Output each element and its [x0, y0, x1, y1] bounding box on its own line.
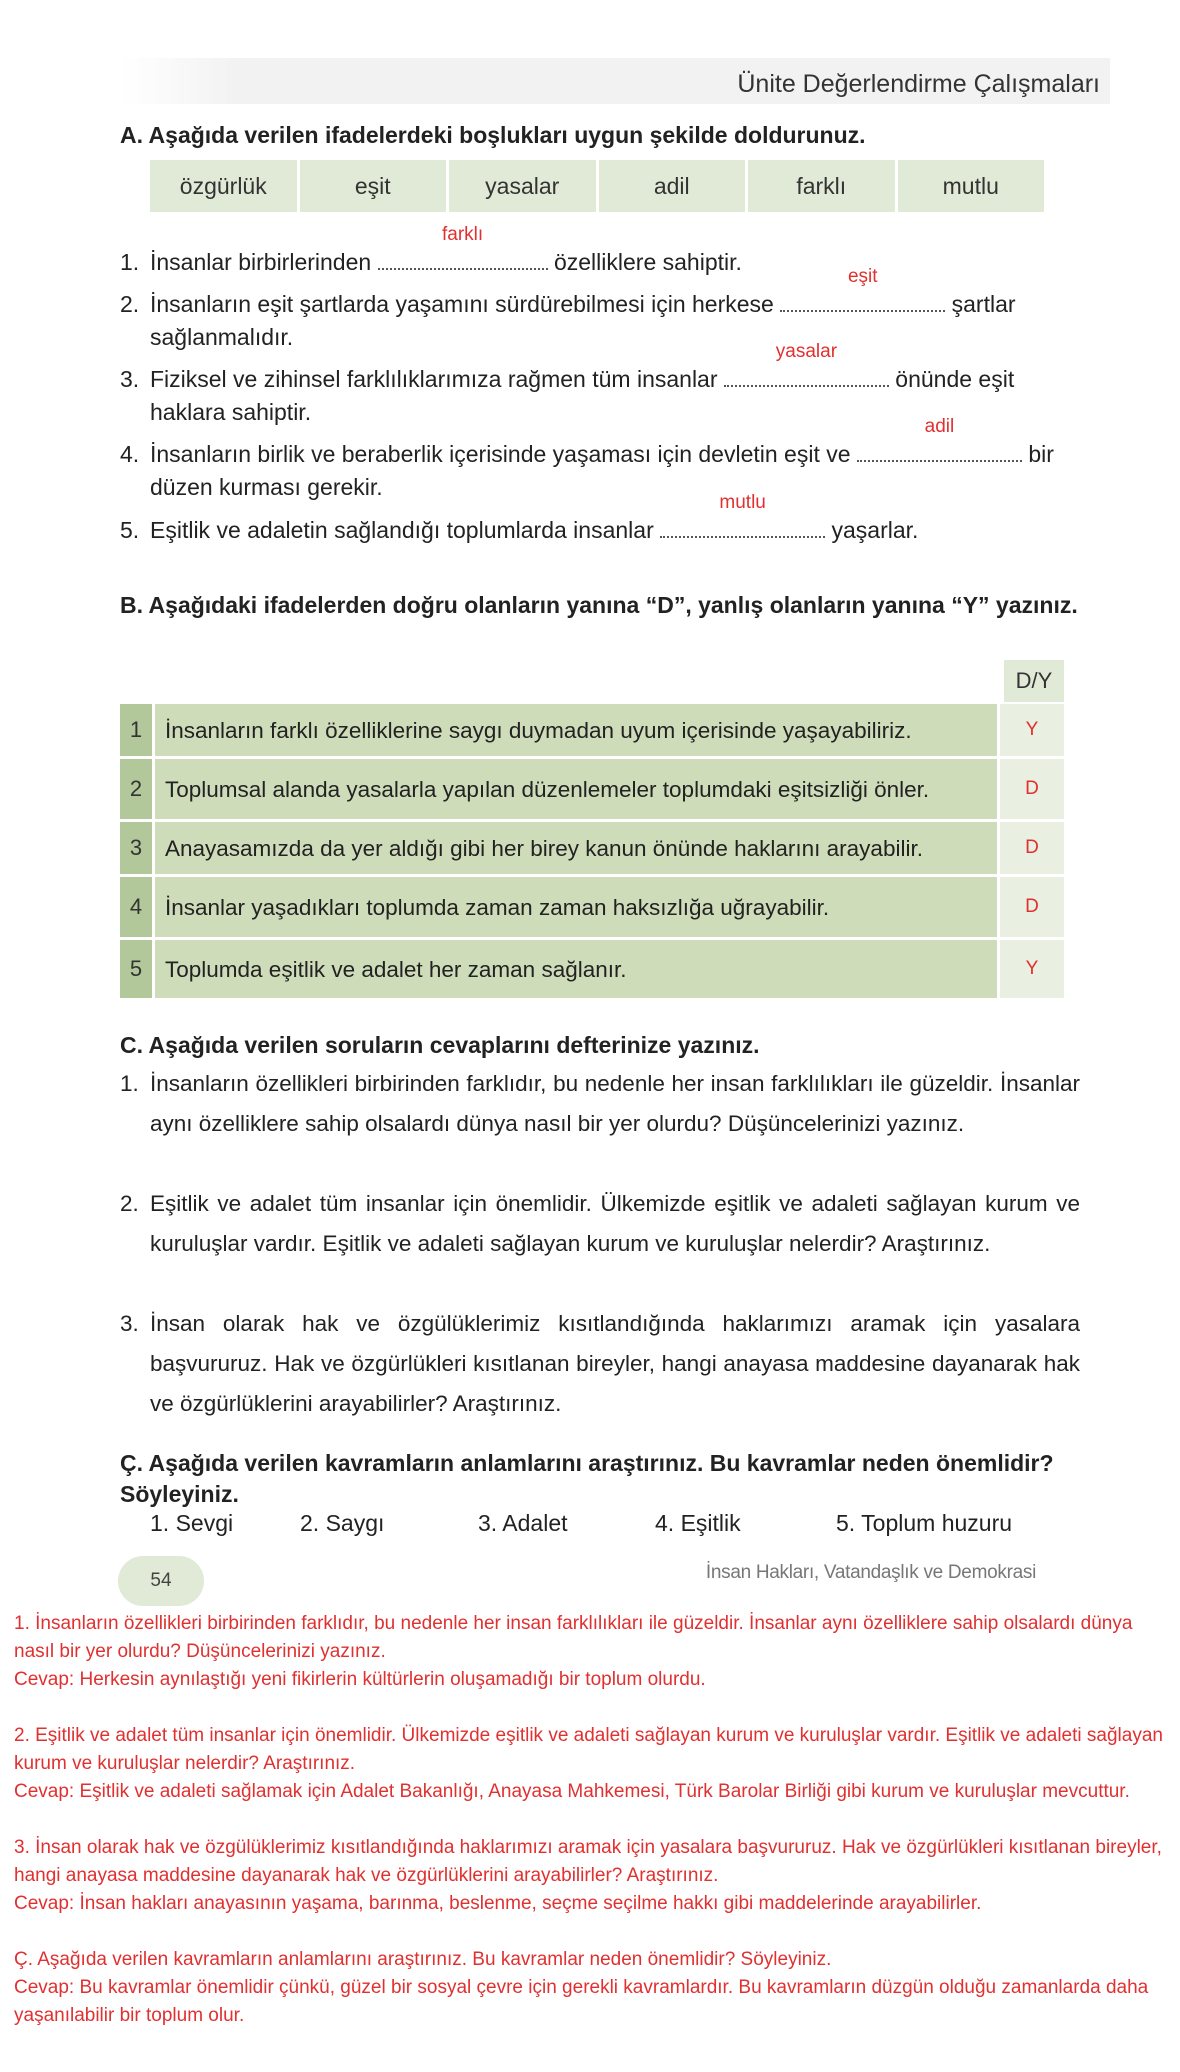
row-number: 2 — [120, 759, 152, 819]
word-bank-cell: eşit — [300, 160, 447, 212]
item-text-after: şartlar sağlanmalıdır. — [150, 291, 1016, 350]
item-text-before: İnsanlar birbirlerinden — [150, 249, 372, 275]
answer-blank — [857, 416, 1022, 462]
answer-blank — [780, 266, 945, 312]
page-number: 54 — [118, 1556, 204, 1606]
answer-4: Cevap: Bu kavramlar önemlidir çünkü, güzel bir sosyal çevre için gerekli kavramlardır. Bu kavramların düzgün olduğu zamanlarda daha yaşanılabilir bir toplum olur. — [14, 1977, 1149, 2026]
table-row — [120, 704, 1064, 756]
fill-item-4 — [120, 416, 1080, 504]
concept-item: 4. Eşitlik — [655, 1510, 741, 1536]
concept-item: 3. Adalet — [478, 1510, 568, 1536]
item-text-after: özelliklere sahiptir. — [553, 249, 742, 275]
answer-3: Cevap: İnsan hakları anayasının yaşama, barınma, beslenme, seçme seçilme hakkı gibi maddelerinde arayabilirler. — [14, 1893, 982, 1914]
concept-item: 1. Sevgi — [150, 1510, 234, 1536]
handwritten-answer: adil — [924, 416, 955, 437]
answer-question-3: 3. İnsan olarak hak ve özgülüklerimiz kısıtlandığında haklarımızı aramak için yasalara başvururuz. Hak ve özgürlükleri kısıtlanan bireyler, hangi anayasa maddesine dayanarak hak ve özgürlüklerini arayabilirler? Araştırınız. — [14, 1837, 1162, 1886]
word-bank-cell: farklı — [748, 160, 895, 212]
answer-blank — [660, 492, 825, 538]
question-text: Eşitlik ve adalet tüm insanlar için önemlidir. Ülkemizde eşitlik ve adaleti sağlayan kurum ve kuruluşlar vardır. Eşitlik ve adaleti sağlayan kurum ve kuruluşlar nelerdir? Araştırınız. — [150, 1191, 1080, 1256]
row-statement: İnsanlar yaşadıkları toplumda zaman zaman haksızlığa uğrayabilir. — [155, 877, 997, 937]
item-text-after: önünde eşit haklara sahiptir. — [150, 366, 1015, 425]
word-bank-cell: yasalar — [449, 160, 596, 212]
section-cc-heading: Ç. Aşağıda verilen kavramların anlamlarını araştırınız. Bu kavramlar neden önemlidir? Söyleyiniz. — [120, 1450, 1054, 1507]
table-row — [120, 822, 1064, 874]
section-a-heading: A. Aşağıda verilen ifadelerdeki boşlukları uygun şekilde doldurunuz. — [120, 122, 866, 148]
row-answer: Y — [1000, 704, 1064, 756]
answer-block — [14, 1610, 1164, 2030]
true-false-table — [120, 704, 1064, 1001]
row-answer: Y — [1000, 940, 1064, 998]
fill-item-2 — [120, 266, 1080, 354]
item-text-after: bir düzen kurması gerekir. — [150, 441, 1054, 500]
book-title: İnsan Hakları, Vatandaşlık ve Demokrasi — [705, 1562, 1036, 1583]
item-number: 2. — [120, 291, 140, 317]
row-answer: D — [1000, 877, 1064, 937]
answer-blank — [378, 224, 548, 270]
dy-column-header: D/Y — [1004, 660, 1064, 702]
handwritten-answer: eşit — [847, 266, 878, 287]
item-number: 4. — [120, 441, 140, 467]
question-item-3 — [120, 1304, 1080, 1424]
answer-question-4: Ç. Aşağıda verilen kavramların anlamlarını araştırınız. Bu kavramlar neden önemlidir? Söyleyiniz. — [14, 1949, 832, 1970]
question-item-1 — [120, 1064, 1080, 1144]
answer-1: Cevap: Herkesin aynılaştığı yeni fikirlerin kültürlerin oluşamadığı bir toplum olurdu. — [14, 1669, 706, 1690]
table-row — [120, 940, 1064, 998]
handwritten-answer: yasalar — [775, 341, 838, 362]
handwritten-answer: mutlu — [719, 492, 766, 513]
row-statement: İnsanların farklı özelliklerine saygı duymadan uyum içerisinde yaşayabiliriz. — [155, 704, 997, 756]
unit-title: Ünite Değerlendirme Çalışmaları — [737, 70, 1100, 98]
word-bank — [150, 160, 1044, 212]
concept-item: 2. Saygı — [300, 1510, 385, 1536]
row-answer: D — [1000, 759, 1064, 819]
section-b-heading: B. Aşağıdaki ifadelerden doğru olanların yanına “D”, yanlış olanların yanına “Y” yazınız. — [120, 592, 1078, 618]
answer-question-1: 1. İnsanların özellikleri birbirinden farklıdır, bu nedenle her insan farklılıkları ile güzeldir. İnsanlar aynı özelliklere sahip olsalardı dünya nasıl bir yer olurdu? Düşüncelerinizi yazınız. — [14, 1613, 1133, 1662]
question-item-2 — [120, 1184, 1080, 1264]
answer-2: Cevap: Eşitlik ve adaleti sağlamak için Adalet Bakanlığı, Anayasa Mahkemesi, Türk Barolar Birliği gibi kurum ve kuruluşlar mevcuttur. — [14, 1781, 1130, 1802]
row-number: 3 — [120, 822, 152, 874]
table-row — [120, 877, 1064, 937]
item-number: 1. — [120, 249, 140, 275]
row-statement: Toplumsal alanda yasalarla yapılan düzenlemeler toplumdaki eşitsizliği önler. — [155, 759, 997, 819]
item-text-before: Eşitlik ve adaletin sağlandığı toplumlarda insanlar — [150, 517, 654, 543]
row-number: 4 — [120, 877, 152, 937]
row-number: 5 — [120, 940, 152, 998]
answer-blank — [724, 341, 889, 387]
item-text-before: İnsanların eşit şartlarda yaşamını sürdürebilmesi için herkese — [150, 291, 774, 317]
item-number: 1. — [120, 1071, 139, 1096]
item-number: 3. — [120, 1311, 139, 1336]
answer-question-2: 2. Eşitlik ve adalet tüm insanlar için önemlidir. Ülkemizde eşitlik ve adaleti sağlayan kurum ve kuruluşlar vardır. Eşitlik ve adaleti sağlayan kurum ve kuruluşlar nelerdir? Araştırınız. — [14, 1725, 1163, 1774]
word-bank-cell: özgürlük — [150, 160, 297, 212]
concept-item: 5. Toplum huzuru — [836, 1510, 1013, 1536]
item-text-before: İnsanların birlik ve beraberlik içerisinde yaşaması için devletin eşit ve — [150, 441, 851, 467]
question-text: İnsanların özellikleri birbirinden farklıdır, bu nedenle her insan farklılıkları ile güzeldir. İnsanlar aynı özelliklere sahip olsalardı dünya nasıl bir yer olurdu? Düşüncelerinizi yazınız. — [150, 1071, 1080, 1136]
question-text: İnsan olarak hak ve özgülüklerimiz kısıtlandığında haklarımızı aramak için yasalara başvururuz. Hak ve özgürlükleri kısıtlanan bireyler, hangi anayasa maddesine dayanarak hak ve özgürlüklerini arayabilirler? Araştırınız. — [150, 1311, 1080, 1416]
item-text-before: Fiziksel ve zihinsel farklılıklarımıza rağmen tüm insanlar — [150, 366, 718, 392]
item-text-after: yaşarlar. — [831, 517, 919, 543]
item-number: 2. — [120, 1191, 139, 1216]
item-number: 3. — [120, 366, 140, 392]
word-bank-cell: mutlu — [898, 160, 1045, 212]
row-answer: D — [1000, 822, 1064, 874]
section-c-heading: C. Aşağıda verilen soruların cevaplarını defterinize yazınız. — [120, 1032, 760, 1058]
fill-item-5 — [120, 492, 1080, 547]
item-number: 5. — [120, 517, 140, 543]
word-bank-cell: adil — [599, 160, 746, 212]
row-number: 1 — [120, 704, 152, 756]
row-statement: Anayasamızda da yer aldığı gibi her birey kanun önünde haklarını arayabilir. — [155, 822, 997, 874]
handwritten-answer: farklı — [441, 224, 484, 245]
row-statement: Toplumda eşitlik ve adalet her zaman sağlanır. — [155, 940, 997, 998]
table-row — [120, 759, 1064, 819]
